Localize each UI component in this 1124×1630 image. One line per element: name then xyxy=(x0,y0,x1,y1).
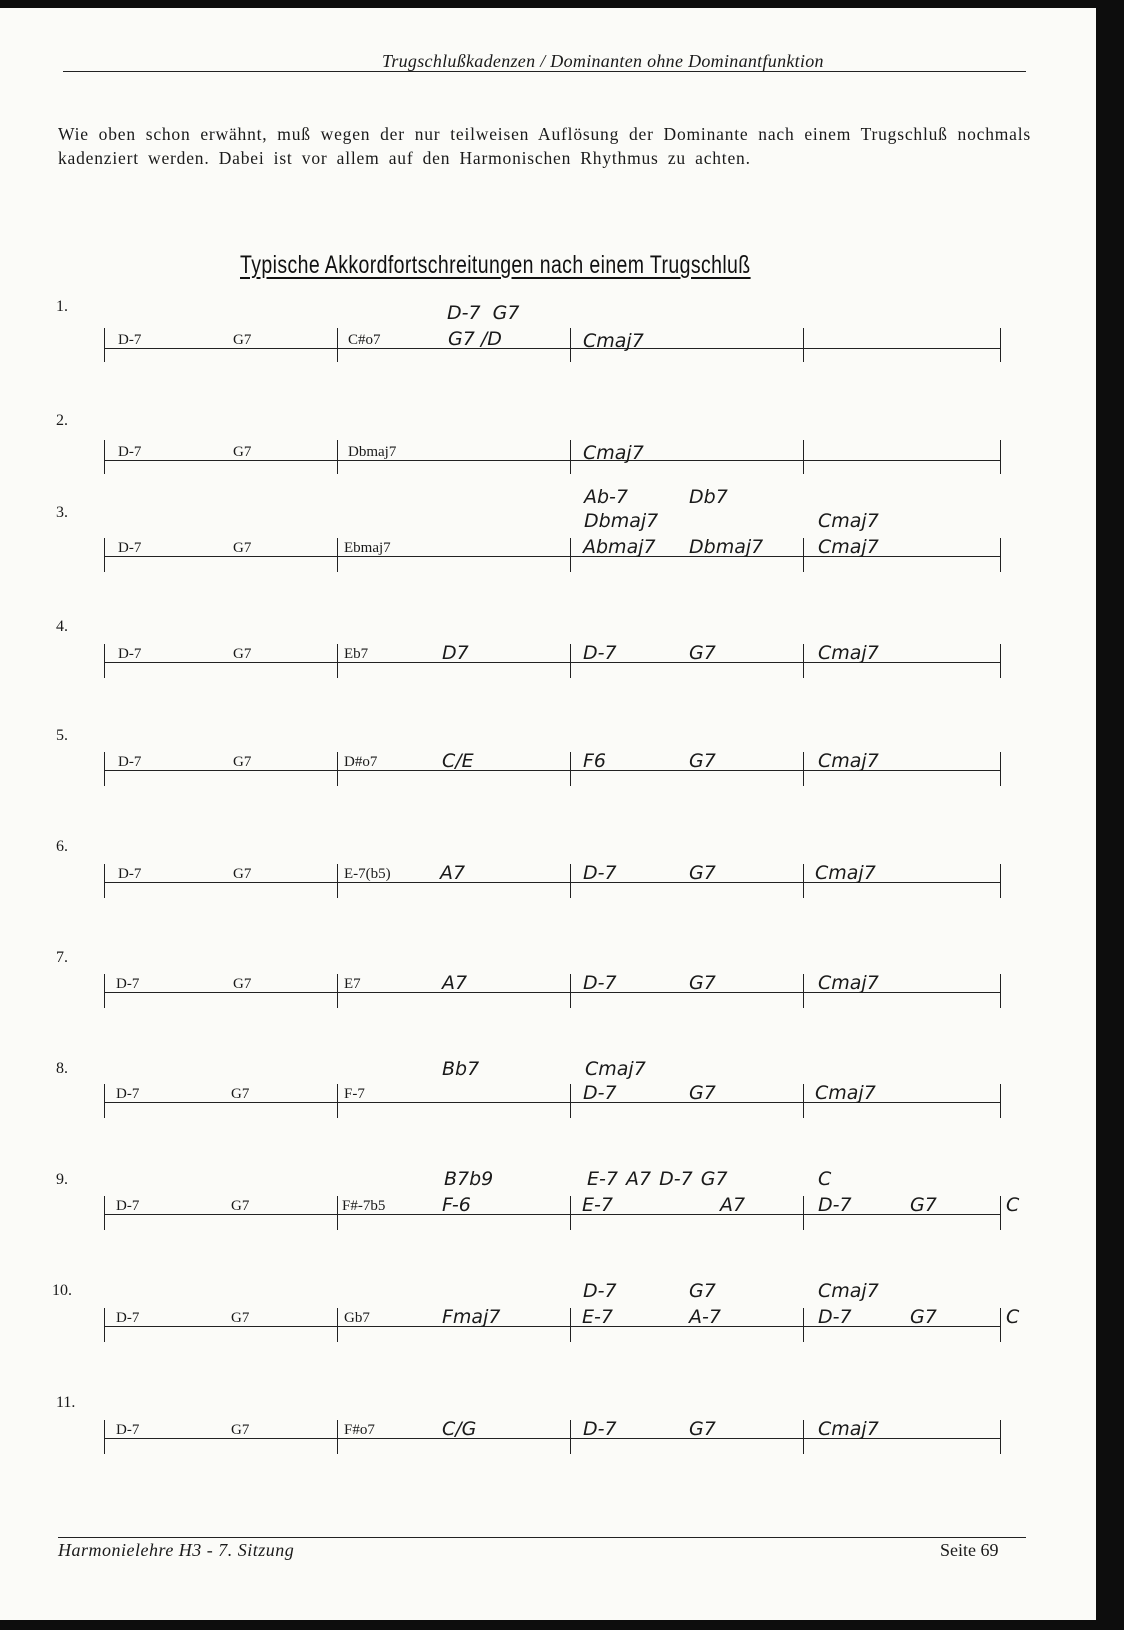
bar-line xyxy=(104,1196,105,1230)
chord-label: F#-7b5 xyxy=(342,1198,386,1214)
chord-symbol: G7 xyxy=(689,1418,716,1440)
chord-label: G7 xyxy=(231,1086,250,1102)
chord-label: D-7 xyxy=(116,1310,140,1326)
bar-line xyxy=(337,644,338,678)
chord-symbol: E-7 xyxy=(582,1194,613,1216)
bar-line xyxy=(570,328,571,362)
chord-symbol: Cmaj7 xyxy=(815,862,876,884)
header-rule xyxy=(63,71,1026,72)
bar-line xyxy=(1000,1084,1001,1118)
chord-symbol: E-7 A7 D-7 G7 xyxy=(587,1168,728,1190)
chord-symbol: Cmaj7 xyxy=(818,750,879,772)
bar-line xyxy=(803,1308,804,1342)
chord-symbol: D-7 xyxy=(583,972,617,994)
bar-line xyxy=(1000,440,1001,474)
chord-label: G7 xyxy=(233,754,252,770)
chord-label: E7 xyxy=(344,976,361,992)
chord-label: D-7 xyxy=(118,754,142,770)
chord-label: D-7 xyxy=(116,976,140,992)
bar-line xyxy=(104,752,105,786)
chord-symbol: C xyxy=(1006,1306,1020,1328)
chord-symbol: Abmaj7 xyxy=(583,536,656,558)
row-number: 11. xyxy=(56,1394,76,1411)
bar-line xyxy=(803,974,804,1008)
chord-symbol: D-7 xyxy=(583,1280,617,1302)
row-number: 9. xyxy=(56,1171,68,1188)
bar-line xyxy=(803,864,804,898)
chord-symbol: E-7 xyxy=(582,1306,613,1328)
chord-symbol: Cmaj7 xyxy=(818,1280,879,1302)
bar-line xyxy=(803,1196,804,1230)
chord-symbol: D-7 xyxy=(583,642,617,664)
chord-symbol: D-7 G7 xyxy=(447,302,520,324)
bar-line xyxy=(104,538,105,572)
bar-line xyxy=(803,328,804,362)
bar-line xyxy=(337,974,338,1008)
chord-symbol: A7 xyxy=(720,1194,746,1216)
chord-symbol: A7 xyxy=(442,972,468,994)
chord-label: D-7 xyxy=(118,332,142,348)
chord-symbol: Cmaj7 xyxy=(585,1058,646,1080)
chord-symbol: D-7 xyxy=(583,1418,617,1440)
row-number: 6. xyxy=(56,838,68,855)
chord-symbol: Db7 xyxy=(689,486,728,508)
chord-symbol: Cmaj7 xyxy=(818,642,879,664)
chord-symbol: Dbmaj7 xyxy=(689,536,764,558)
footer-course: Harmonielehre H3 - 7. Sitzung xyxy=(58,1540,295,1560)
row-number: 3. xyxy=(56,504,68,521)
row-number: 2. xyxy=(56,412,68,429)
chord-symbol: D-7 xyxy=(583,1082,617,1104)
bar-line xyxy=(1000,1308,1001,1342)
chord-label: G7 xyxy=(231,1310,250,1326)
bar-line xyxy=(1000,1420,1001,1454)
section-title: Typische Akkordfortschreitungen nach einem Trugschluß xyxy=(240,251,751,279)
bar-line xyxy=(570,974,571,1008)
chord-label: G7 xyxy=(233,646,252,662)
chord-label: D-7 xyxy=(118,866,142,882)
row-number: 5. xyxy=(56,727,68,744)
chord-symbol: Cmaj7 xyxy=(818,972,879,994)
bar-line xyxy=(570,1084,571,1118)
chord-symbol: G7 xyxy=(689,750,716,772)
bar-line xyxy=(337,1420,338,1454)
bar-line xyxy=(104,1420,105,1454)
bar-line xyxy=(803,538,804,572)
chord-label: D-7 xyxy=(116,1422,140,1438)
bar-line xyxy=(104,440,105,474)
page xyxy=(0,8,1096,1620)
bar-line xyxy=(337,1308,338,1342)
bar-line xyxy=(570,538,571,572)
bar-line xyxy=(337,440,338,474)
chord-symbol: Cmaj7 xyxy=(583,330,644,352)
bar-line xyxy=(1000,1196,1001,1230)
chord-symbol: G7 /D xyxy=(448,328,502,350)
chord-label: D-7 xyxy=(116,1086,140,1102)
chord-label: F-7 xyxy=(344,1086,365,1102)
chord-symbol: G7 xyxy=(689,972,716,994)
bar-line xyxy=(1000,864,1001,898)
bar-line xyxy=(1000,328,1001,362)
chord-label: G7 xyxy=(231,1198,250,1214)
chord-label: Gb7 xyxy=(344,1310,370,1326)
chord-symbol: Ab-7 xyxy=(584,486,629,508)
chord-symbol: B7b9 xyxy=(444,1168,494,1190)
chord-symbol: C xyxy=(818,1168,832,1190)
chord-symbol: A-7 xyxy=(689,1306,721,1328)
chord-symbol: Cmaj7 xyxy=(815,1082,876,1104)
chord-label: G7 xyxy=(233,540,252,556)
chord-symbol: Cmaj7 xyxy=(583,442,644,464)
chord-symbol: Bb7 xyxy=(442,1058,480,1080)
footer-page: Seite 69 xyxy=(940,1540,999,1560)
chord-symbol: A7 xyxy=(440,862,466,884)
bar-line xyxy=(570,1420,571,1454)
chord-label: C#o7 xyxy=(348,332,381,348)
chord-symbol: D-7 xyxy=(818,1306,852,1328)
intro-paragraph: Wie oben schon erwähnt, muß wegen der nur teilweisen Auflösung der Dominante nach einem Trugschluß nochmals kadenziert werden. Dabei ist vor allem auf den Harmonischen Rhythmus zu achten. xyxy=(58,124,1031,168)
bar-line xyxy=(570,1308,571,1342)
bar-line xyxy=(570,644,571,678)
chord-symbol: D7 xyxy=(442,642,469,664)
chord-label: G7 xyxy=(231,1422,250,1438)
bar-line xyxy=(803,644,804,678)
bar-line xyxy=(104,1308,105,1342)
row-number: 1. xyxy=(56,298,68,315)
chord-label: Dbmaj7 xyxy=(348,444,397,460)
bar-line xyxy=(803,1420,804,1454)
chord-symbol: G7 xyxy=(689,642,716,664)
row-number: 4. xyxy=(56,618,68,635)
bar-line xyxy=(337,752,338,786)
chord-label: D-7 xyxy=(116,1198,140,1214)
bar-line xyxy=(104,864,105,898)
chord-symbol: Cmaj7 xyxy=(818,536,879,558)
row-number: 10. xyxy=(52,1282,72,1299)
bar-line xyxy=(337,864,338,898)
chord-label: G7 xyxy=(233,866,252,882)
chord-symbol: G7 xyxy=(689,1082,716,1104)
chord-label: E-7(b5) xyxy=(344,866,391,882)
chord-symbol: Cmaj7 xyxy=(818,510,879,532)
chord-symbol: C/G xyxy=(442,1418,477,1440)
bar-line xyxy=(1000,974,1001,1008)
bar-line xyxy=(803,752,804,786)
row-number: 7. xyxy=(56,949,68,966)
bar-line xyxy=(337,1084,338,1118)
chord-symbol: C xyxy=(1006,1194,1020,1216)
chord-label: G7 xyxy=(233,976,252,992)
chord-symbol: Cmaj7 xyxy=(818,1418,879,1440)
chord-symbol: G7 xyxy=(689,1280,716,1302)
chord-label: D-7 xyxy=(118,646,142,662)
chord-symbol: F-6 xyxy=(442,1194,471,1216)
bar-line xyxy=(337,1196,338,1230)
chord-symbol: Dbmaj7 xyxy=(584,510,659,532)
chord-label: G7 xyxy=(233,332,252,348)
header-title: Trugschlußkadenzen / Dominanten ohne Dominantfunktion xyxy=(382,51,824,71)
bar-line xyxy=(1000,644,1001,678)
bar-line xyxy=(570,752,571,786)
bar-line xyxy=(104,1084,105,1118)
chord-label: D#o7 xyxy=(344,754,378,770)
bar-line xyxy=(570,864,571,898)
bar-line xyxy=(104,974,105,1008)
chord-label: D-7 xyxy=(118,444,142,460)
row-number: 8. xyxy=(56,1060,68,1077)
chord-label: Eb7 xyxy=(344,646,369,662)
chord-label: F#o7 xyxy=(344,1422,375,1438)
chord-symbol: Fmaj7 xyxy=(442,1306,501,1328)
bar-line xyxy=(337,538,338,572)
chord-symbol: D-7 xyxy=(583,862,617,884)
bar-line xyxy=(1000,752,1001,786)
chord-label: D-7 xyxy=(118,540,142,556)
footer-rule xyxy=(58,1537,1026,1538)
chord-symbol: G7 xyxy=(910,1306,937,1328)
chord-symbol: C/E xyxy=(442,750,474,772)
chord-symbol: G7 xyxy=(689,862,716,884)
bar-line xyxy=(570,440,571,474)
bar-line xyxy=(104,328,105,362)
bar-line xyxy=(803,440,804,474)
bar-line xyxy=(570,1196,571,1230)
bar-line xyxy=(803,1084,804,1118)
chord-label: G7 xyxy=(233,444,252,460)
chord-symbol: G7 xyxy=(910,1194,937,1216)
bar-line xyxy=(104,644,105,678)
chord-symbol: F6 xyxy=(583,750,607,772)
bar-line xyxy=(1000,538,1001,572)
chord-symbol: D-7 xyxy=(818,1194,852,1216)
chord-label: Ebmaj7 xyxy=(344,540,391,556)
bar-line xyxy=(337,328,338,362)
